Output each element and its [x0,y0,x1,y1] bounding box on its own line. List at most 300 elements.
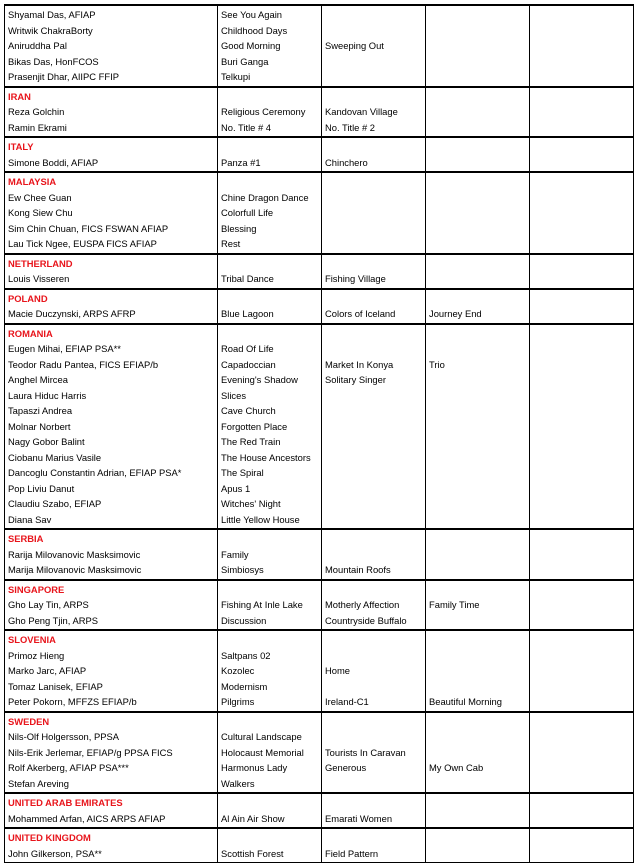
table-row [5,679,634,695]
empty-cell [322,419,426,435]
table-row [5,663,634,679]
empty-cell [426,372,530,388]
author-name: Marija Milovanovic Masksimovic [5,562,218,580]
empty-cell [426,23,530,39]
photo-title: Colors of Iceland [322,306,426,324]
empty-cell [426,465,530,481]
table-row [5,236,634,254]
table-row [5,38,634,54]
photo-title: Telkupi [218,69,322,87]
photo-title: Chine Dragon Dance [218,190,322,206]
photo-title: Blessing [218,221,322,237]
empty-cell [530,104,634,120]
table-row [5,23,634,39]
empty-cell [530,289,634,307]
empty-cell [322,403,426,419]
empty-cell [530,87,634,105]
empty-cell [218,87,322,105]
table-row [5,465,634,481]
empty-cell [530,481,634,497]
empty-cell [426,403,530,419]
photo-title: Family Time [426,597,530,613]
country-section [5,793,634,828]
empty-cell [322,254,426,272]
empty-cell [322,172,426,190]
empty-cell [322,5,426,23]
author-name: Stefan Areving [5,776,218,794]
empty-cell [530,630,634,648]
author-name: Diana Sav [5,512,218,530]
empty-cell [426,450,530,466]
author-name: Mohammed Arfan, AICS ARPS AFIAP [5,811,218,829]
table-row [5,434,634,450]
table-row [5,357,634,373]
author-name: Shyamal Das, AFIAP [5,5,218,23]
empty-cell [530,648,634,664]
empty-cell [530,69,634,87]
empty-cell [530,512,634,530]
empty-cell [218,529,322,547]
empty-cell [426,69,530,87]
empty-cell [426,663,530,679]
photo-title: Simbiosys [218,562,322,580]
empty-cell [530,811,634,829]
photo-title: Generous [322,760,426,776]
author-name: Marko Jarc, AFIAP [5,663,218,679]
empty-cell [530,205,634,221]
country-section [5,630,634,712]
empty-cell [322,793,426,811]
country-section [5,137,634,172]
photo-title: Cave Church [218,403,322,419]
empty-cell [322,236,426,254]
empty-cell [426,793,530,811]
author-name: Ramin Ekrami [5,120,218,138]
empty-cell [426,613,530,631]
table-row [5,190,634,206]
empty-cell [530,613,634,631]
empty-cell [530,760,634,776]
empty-cell [426,745,530,761]
author-name: Writwik ChakraBorty [5,23,218,39]
photo-title: Slices [218,388,322,404]
empty-cell [530,712,634,730]
empty-cell [426,289,530,307]
photo-title: Blue Lagoon [218,306,322,324]
empty-cell [426,580,530,598]
table-row [5,69,634,87]
author-name: Tomaz Lanisek, EFIAP [5,679,218,695]
photo-title: Walkers [218,776,322,794]
country-section [5,580,634,631]
empty-cell [530,221,634,237]
empty-cell [530,324,634,342]
country-section [5,289,634,324]
empty-cell [322,23,426,39]
country-header-row [5,289,634,307]
table-row [5,811,634,829]
empty-cell [218,254,322,272]
country-name: UNITED ARAB EMIRATES [5,793,218,811]
empty-cell [322,547,426,563]
empty-cell [322,729,426,745]
table-row [5,648,634,664]
photo-title: Witches' Night [218,496,322,512]
empty-cell [322,341,426,357]
empty-cell [218,580,322,598]
photo-title: Countryside Buffalo [322,613,426,631]
photo-title: Kozolec [218,663,322,679]
country-name: MALAYSIA [5,172,218,190]
empty-cell [322,512,426,530]
empty-cell [218,793,322,811]
empty-cell [426,38,530,54]
author-name: Prasenjit Dhar, AIIPC FFIP [5,69,218,87]
author-name: Rolf Akerberg, AFIAP PSA*** [5,760,218,776]
author-name: Nagy Gobor Balint [5,434,218,450]
photo-title: Scottish Forest [218,846,322,863]
empty-cell [322,529,426,547]
photo-title: Religious Ceremony [218,104,322,120]
empty-cell [426,648,530,664]
empty-cell [322,69,426,87]
empty-cell [530,465,634,481]
country-name: POLAND [5,289,218,307]
empty-cell [322,221,426,237]
empty-cell [530,341,634,357]
empty-cell [530,403,634,419]
empty-cell [426,205,530,221]
empty-cell [530,23,634,39]
empty-cell [530,679,634,695]
photo-title: Modernism [218,679,322,695]
country-name: SLOVENIA [5,630,218,648]
author-name: Eugen Mihai, EFIAP PSA** [5,341,218,357]
author-name: John Gilkerson, PSA** [5,846,218,863]
empty-cell [322,776,426,794]
author-name: Anghel Mircea [5,372,218,388]
table-row [5,450,634,466]
photo-title: No. Title # 2 [322,120,426,138]
author-name: Louis Visseren [5,271,218,289]
author-name: Simone Boddi, AFIAP [5,155,218,173]
photo-title: The House Ancestors [218,450,322,466]
table-row [5,221,634,237]
photo-title: The Spiral [218,465,322,481]
author-name: Teodor Radu Pantea, FICS EFIAP/b [5,357,218,373]
empty-cell [218,630,322,648]
empty-cell [530,5,634,23]
photo-title: Colorfull Life [218,205,322,221]
table-row [5,372,634,388]
table-row [5,155,634,173]
country-header-row [5,712,634,730]
empty-cell [530,357,634,373]
empty-cell [426,811,530,829]
empty-cell [530,529,634,547]
empty-cell [426,419,530,435]
photo-title: Tourists In Caravan [322,745,426,761]
table-row [5,306,634,324]
country-name: ITALY [5,137,218,155]
empty-cell [322,580,426,598]
empty-cell [322,388,426,404]
empty-cell [426,679,530,695]
photo-title: Rest [218,236,322,254]
table-row [5,403,634,419]
photo-title: Pilgrims [218,694,322,712]
empty-cell [322,450,426,466]
country-section [5,5,634,87]
empty-cell [530,236,634,254]
table-row [5,760,634,776]
empty-cell [530,694,634,712]
country-section [5,87,634,138]
country-section [5,712,634,794]
author-name: Dancoglu Constantin Adrian, EFIAP PSA* [5,465,218,481]
empty-cell [426,562,530,580]
empty-cell [322,87,426,105]
photo-title: Discussion [218,613,322,631]
empty-cell [530,172,634,190]
photo-title: Sweeping Out [322,38,426,54]
photo-title: Chinchero [322,155,426,173]
author-name: Rarija Milovanovic Masksimovic [5,547,218,563]
empty-cell [426,846,530,863]
empty-cell [322,289,426,307]
empty-cell [530,271,634,289]
photo-title: Capadoccian [218,357,322,373]
table-row [5,419,634,435]
empty-cell [530,155,634,173]
author-name: Gho Peng Tjin, ARPS [5,613,218,631]
author-name: Peter Pokorn, MFFZS EFIAP/b [5,694,218,712]
photo-title: Al Ain Air Show [218,811,322,829]
empty-cell [530,38,634,54]
empty-cell [530,372,634,388]
empty-cell [218,289,322,307]
author-name: Pop Liviu Danut [5,481,218,497]
author-name: Gho Lay Tin, ARPS [5,597,218,613]
photo-title: Buri Ganga [218,54,322,70]
photo-title: Saltpans 02 [218,648,322,664]
author-name: Reza Golchin [5,104,218,120]
empty-cell [530,306,634,324]
country-header-row [5,828,634,846]
empty-cell [218,828,322,846]
author-name: Kong Siew Chu [5,205,218,221]
entries-table [4,4,634,863]
empty-cell [426,236,530,254]
country-section [5,324,634,530]
author-name: Aniruddha Pal [5,38,218,54]
empty-cell [426,271,530,289]
photo-title: My Own Cab [426,760,530,776]
empty-cell [322,679,426,695]
photo-title: Journey End [426,306,530,324]
photo-title: Motherly Affection [322,597,426,613]
empty-cell [322,481,426,497]
author-name: Primoz Hieng [5,648,218,664]
country-name: SERBIA [5,529,218,547]
empty-cell [426,388,530,404]
empty-cell [322,324,426,342]
empty-cell [426,324,530,342]
photo-title: Tribal Dance [218,271,322,289]
photo-title: Solitary Singer [322,372,426,388]
country-section [5,172,634,254]
country-section [5,828,634,863]
country-header-row [5,580,634,598]
photo-title: Road Of Life [218,341,322,357]
photo-title: Evening's Shadow [218,372,322,388]
empty-cell [530,450,634,466]
country-header-row [5,324,634,342]
empty-cell [426,729,530,745]
country-name: SINGAPORE [5,580,218,598]
empty-cell [530,663,634,679]
empty-cell [322,54,426,70]
empty-cell [426,87,530,105]
empty-cell [218,712,322,730]
author-name: Ciobanu Marius Vasile [5,450,218,466]
table-row [5,271,634,289]
empty-cell [530,137,634,155]
photo-title: Ireland-C1 [322,694,426,712]
photo-title: Field Pattern [322,846,426,863]
empty-cell [530,254,634,272]
author-name: Tapaszi Andrea [5,403,218,419]
empty-cell [426,190,530,206]
table-row [5,846,634,863]
table-row [5,496,634,512]
author-name: Molnar Norbert [5,419,218,435]
empty-cell [426,712,530,730]
empty-cell [530,776,634,794]
table-row [5,729,634,745]
author-name: Nils-Olf Holgersson, PPSA [5,729,218,745]
photo-title: Emarati Women [322,811,426,829]
empty-cell [530,496,634,512]
empty-cell [426,776,530,794]
empty-cell [530,597,634,613]
empty-cell [322,137,426,155]
empty-cell [530,846,634,863]
empty-cell [426,54,530,70]
author-name: Ew Chee Guan [5,190,218,206]
author-name: Lau Tick Ngee, EUSPA FICS AFIAP [5,236,218,254]
empty-cell [530,562,634,580]
country-section [5,529,634,580]
empty-cell [530,388,634,404]
table-row [5,205,634,221]
country-name: UNITED KINGDOM [5,828,218,846]
empty-cell [426,630,530,648]
empty-cell [530,793,634,811]
country-header-row [5,254,634,272]
empty-cell [322,434,426,450]
photo-title: Beautiful Morning [426,694,530,712]
empty-cell [426,254,530,272]
empty-cell [322,190,426,206]
country-header-row [5,87,634,105]
empty-cell [322,648,426,664]
photo-title: Mountain Roofs [322,562,426,580]
empty-cell [426,434,530,450]
photo-title: Kandovan Village [322,104,426,120]
table-row [5,776,634,794]
author-name: Sim Chin Chuan, FICS FSWAN AFIAP [5,221,218,237]
country-header-row [5,529,634,547]
photo-title: Fishing Village [322,271,426,289]
author-name: Nils-Erik Jerlemar, EFIAP/g PPSA FICS [5,745,218,761]
table-row [5,562,634,580]
photo-title: Harmonus Lady [218,760,322,776]
country-name: IRAN [5,87,218,105]
table-row [5,120,634,138]
table-row [5,5,634,23]
empty-cell [530,745,634,761]
empty-cell [322,630,426,648]
empty-cell [426,481,530,497]
photo-title: Fishing At Inle Lake [218,597,322,613]
country-header-row [5,172,634,190]
table-row [5,104,634,120]
photo-title: Panza #1 [218,155,322,173]
empty-cell [530,434,634,450]
country-name: ROMANIA [5,324,218,342]
country-section [5,254,634,289]
empty-cell [426,137,530,155]
empty-cell [530,729,634,745]
empty-cell [530,54,634,70]
photo-title: No. Title # 4 [218,120,322,138]
empty-cell [426,512,530,530]
table-row [5,481,634,497]
photo-title: Market In Konya [322,357,426,373]
empty-cell [322,712,426,730]
country-header-row [5,630,634,648]
empty-cell [426,172,530,190]
empty-cell [426,496,530,512]
empty-cell [530,828,634,846]
table-row [5,512,634,530]
empty-cell [530,190,634,206]
empty-cell [426,5,530,23]
empty-cell [322,828,426,846]
author-name: Bikas Das, HonFCOS [5,54,218,70]
empty-cell [530,580,634,598]
empty-cell [426,221,530,237]
empty-cell [426,120,530,138]
table-row [5,694,634,712]
author-name: Macie Duczynski, ARPS AFRP [5,306,218,324]
photo-title: Little Yellow House [218,512,322,530]
photo-title: Apus 1 [218,481,322,497]
photo-title: Childhood Days [218,23,322,39]
table-row [5,341,634,357]
table-row [5,597,634,613]
table-row [5,547,634,563]
photo-title: See You Again [218,5,322,23]
empty-cell [426,155,530,173]
author-name: Claudiu Szabo, EFIAP [5,496,218,512]
empty-cell [218,324,322,342]
country-header-row [5,137,634,155]
empty-cell [426,529,530,547]
empty-cell [322,465,426,481]
empty-cell [530,120,634,138]
